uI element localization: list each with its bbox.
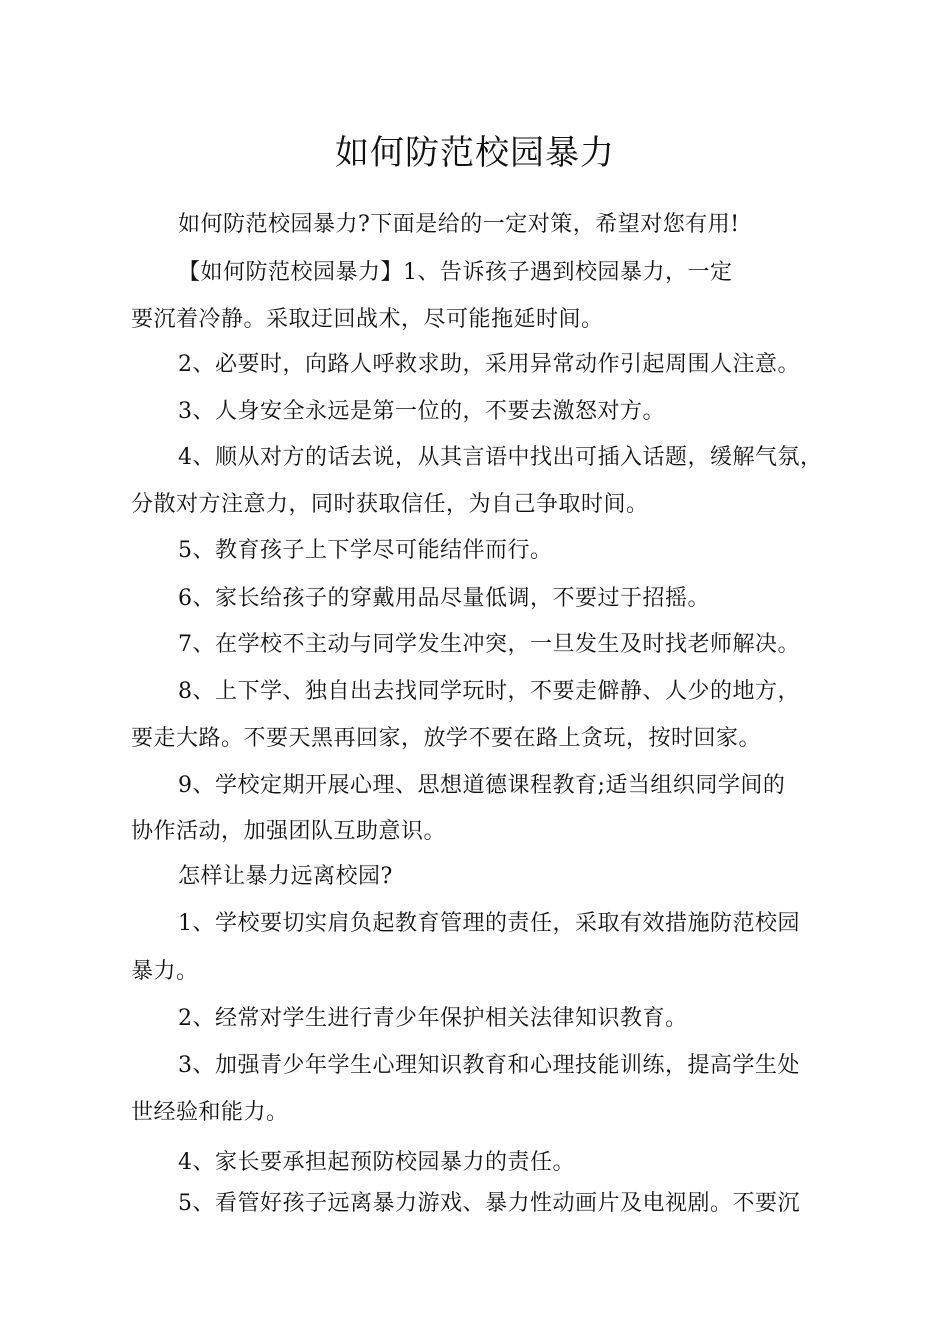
paragraph-line: 6、家长给孩子的穿戴用品尽量低调，不要过于招摇。 [178,586,710,611]
paragraph-line: 5、看管好孩子远离暴力游戏、暴力性动画片及电视剧。不要沉 [178,1191,800,1216]
paragraph-line: 3、加强青少年学生心理知识教育和心理技能训练，提高学生处 [178,1053,800,1078]
paragraph-line: 如何防范校园暴力?下面是给的一定对策，希望对您有用! [178,212,740,237]
paragraph-line: 4、家长要承担起预防校园暴力的责任。 [178,1150,575,1175]
paragraph-line: 2、必要时，向路人呼救求助，采用异常动作引起周围人注意。 [178,352,800,377]
paragraph-line: 9、学校定期开展心理、思想道德课程教育;适当组织同学间的 [178,773,786,798]
paragraph-line: 2、经常对学生进行青少年保护相关法律知识教育。 [178,1006,688,1031]
paragraph-line: 3、人身安全永远是第一位的，不要去激怒对方。 [178,399,665,424]
paragraph-line: 1、学校要切实肩负起教育管理的责任，采取有效措施防范校园 [178,911,800,936]
paragraph-line: 暴力。 [131,959,199,984]
paragraph-line: 【如何防范校园暴力】1、告诉孩子遇到校园暴力，一定 [178,260,733,285]
paragraph-line: 分散对方注意力，同时获取信任，为自己争取时间。 [131,492,649,517]
paragraph-line: 7、在学校不主动与同学发生冲突，一旦发生及时找老师解决。 [178,632,800,657]
paragraph-line: 8、上下学、独自出去找同学玩时，不要走僻静、人少的地方， [178,679,800,704]
paragraph-line: 4、顺从对方的话去说，从其言语中找出可插入话题，缓解气氛， [178,445,823,470]
document-title: 如何防范校园暴力 [335,133,615,173]
paragraph-line: 怎样让暴力远离校园? [178,864,393,889]
paragraph-line: 协作活动，加强团队互助意识。 [131,819,447,844]
paragraph-line: 要走大路。不要天黑再回家，放学不要在路上贪玩，按时回家。 [131,726,762,751]
paragraph-line: 要沉着冷静。采取迂回战术，尽可能拖延时间。 [131,307,604,332]
paragraph-line: 世经验和能力。 [131,1100,289,1125]
paragraph-line: 5、教育孩子上下学尽可能结伴而行。 [178,538,553,563]
